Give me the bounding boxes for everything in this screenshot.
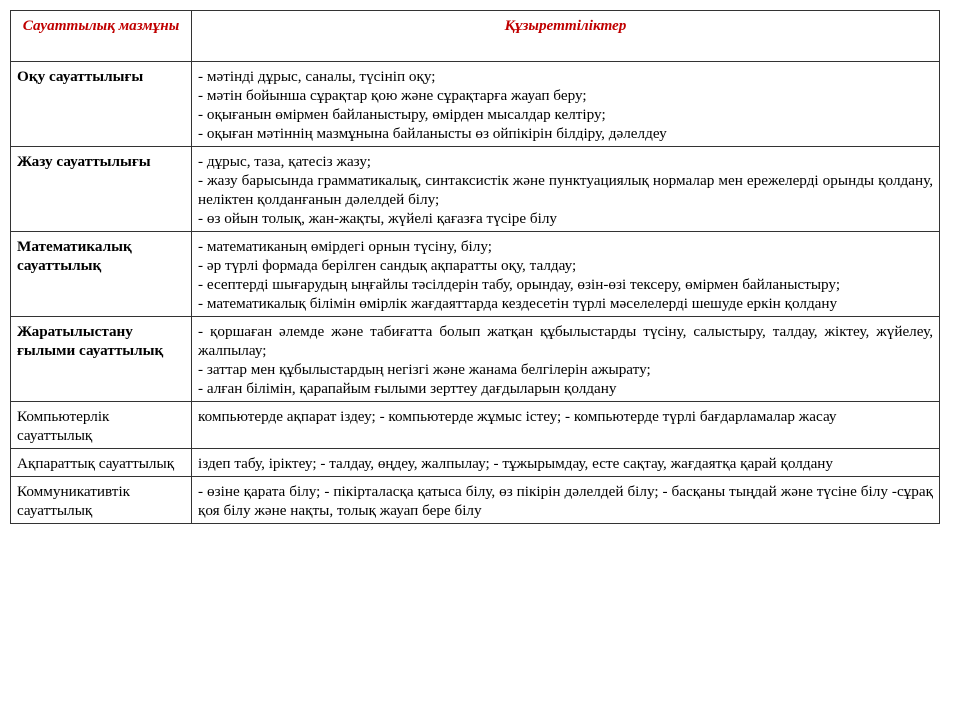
competency-line: - есептерді шығарудың ыңғайлы тәсілдерін табу, орындау, өзін-өзі тексеру, өмірмен байланыстыру; xyxy=(198,276,841,293)
header-literacy-content: Сауаттылық мазмұны xyxy=(11,11,192,62)
row-literacy-name: Оқу сауаттылығы xyxy=(11,62,192,147)
competency-line: - әр түрлі формада берілген сандық ақпаратты оқу, талдау; xyxy=(198,257,577,274)
header-competencies: Құзыреттіліктер xyxy=(192,11,940,62)
row-competency-list xyxy=(192,232,940,317)
competency-line: - өзіне қарата білу; - пікірталасқа қатыса білу, өз пікірін дәлелдей білу; - басқаны тыңдай және түсіне білу -сұрақ қоя білу және нақты, толық жауап бере білу xyxy=(198,483,933,519)
row-literacy-name: Математикалық сауаттылық xyxy=(11,232,192,317)
table-row xyxy=(11,232,940,317)
competency-line: - математикалық білімін өмірлік жағдаяттарда кездесетін түрлі мәселелерді шешуде еркін қолдану xyxy=(198,295,838,312)
row-competency-list xyxy=(192,402,940,449)
row-competency-list xyxy=(192,477,940,524)
row-literacy-name: Жаратылыстану ғылыми сауаттылық xyxy=(11,317,192,402)
competency-line: - заттар мен құбылыстардың негізгі және жанама белгілерін ажырату; xyxy=(198,361,651,378)
competency-table xyxy=(10,10,940,524)
row-literacy-name: Коммуникативтік сауаттылық xyxy=(11,477,192,524)
row-competency-list xyxy=(192,317,940,402)
row-literacy-name: Жазу сауаттылығы xyxy=(11,147,192,232)
table-row xyxy=(11,477,940,524)
row-literacy-name: Компьютерлік сауаттылық xyxy=(11,402,192,449)
row-competency-list xyxy=(192,147,940,232)
table-row xyxy=(11,402,940,449)
competency-line: - мәтін бойынша сұрақтар қою және сұрақтарға жауап беру; xyxy=(198,87,587,104)
competency-line: - математиканың өмірдегі орнын түсіну, білу; xyxy=(198,238,492,255)
competency-line: - мәтінді дұрыс, саналы, түсініп оқу; xyxy=(198,68,436,85)
table-row xyxy=(11,62,940,147)
table-row xyxy=(11,449,940,477)
competency-line: - оқыған мәтіннің мазмұнына байланысты өз ойпікірін білдіру, дәлелдеу xyxy=(198,125,667,142)
row-competency-list xyxy=(192,62,940,147)
table-row xyxy=(11,317,940,402)
row-literacy-name: Ақпараттық сауаттылық xyxy=(11,449,192,477)
competency-line: - өз ойын толық, жан-жақты, жүйелі қағазға түсіре білу xyxy=(198,210,557,227)
competency-line: - жазу барысында грамматикалық, синтаксистік және пунктуациялық нормалар мен ережелерді орынды қолдану, неліктен қолданғанын дәлелдей білу; xyxy=(198,172,933,208)
row-competency-list xyxy=(192,449,940,477)
table-row xyxy=(11,147,940,232)
competency-line: іздеп табу, іріктеу; - талдау, өңдеу, жалпылау; - тұжырымдау, есте сақтау, жағдаятқа қарай қолдану xyxy=(198,455,834,472)
competency-line: компьютерде ақпарат іздеу; - компьютерде жұмыс істеу; - компьютерде түрлі бағдарламалар жасау xyxy=(198,408,837,425)
competency-line: - оқығанын өмірмен байланыстыру, өмірден мысалдар келтіру; xyxy=(198,106,606,123)
competency-line: - дұрыс, таза, қатесіз жазу; xyxy=(198,153,371,170)
header-row xyxy=(11,11,940,62)
competency-line: - қоршаған әлемде және табиғатта болып жатқан құбылыстарды түсіну, салыстыру, талдау, жіктеу, жүйелеу, жалпылау; xyxy=(198,323,933,359)
competency-line: - алған білімін, қарапайым ғылыми зерттеу дағдыларын қолдану xyxy=(198,380,617,397)
